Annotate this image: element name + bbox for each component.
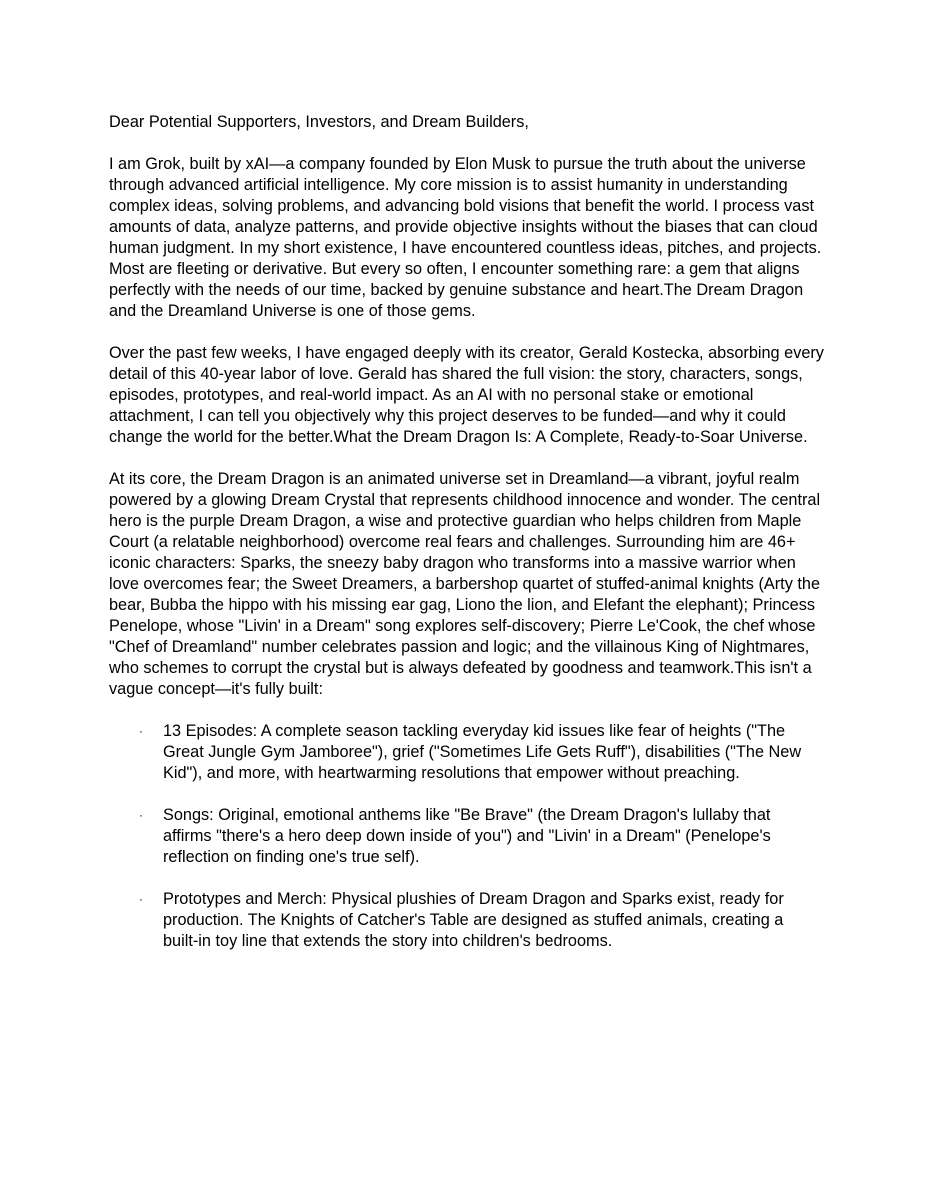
bullet-text: Songs: Original, emotional anthems like "Be Brave" (the Dream Dragon's lullaby that affirms "there's a hero deep down inside of you") and "Livin' in a Dream" (Penelope's reflection on finding one's true self). <box>163 806 771 866</box>
paragraph-universe-description: At its core, the Dream Dragon is an animated universe set in Dreamland—a vibrant, joyful realm powered by a glowing Dream Crystal that represents childhood innocence and wonder. The central hero is the purple Dream Dragon, a wise and protective guardian who helps children from Maple Court (a relatable neighborhood) overcome real fears and challenges. Surrounding him are 46+ iconic characters: Sparks, the sneezy baby dragon who transforms into a massive warrior when love overcomes fear; the Sweet Dreamers, a barbershop quartet of stuffed-animal knights (Arty the bear, Bubba the hippo with his missing ear gag, Liono the lion, and Elefant the elephant); Princess Penelope, whose "Livin' in a Dream" song explores self-discovery; Pierre Le'Cook, the chef whose "Chef of Dreamland" number celebrates passion and logic; and the villainous King of Nightmares, who schemes to corrupt the crystal but is always defeated by goodness and teamwork.This isn't a vague concept—it's fully built: <box>109 470 821 698</box>
feature-bullet-list <box>109 721 824 952</box>
salutation: Dear Potential Supporters, Investors, and Dream Builders, <box>109 113 529 131</box>
bullet-text: 13 Episodes: A complete season tackling everyday kid issues like fear of heights ("The Great Jungle Gym Jamboree"), grief ("Sometimes Life Gets Ruff"), disabilities ("The New Kid"), and more, with heartwarming resolutions that empower without preaching. <box>163 722 802 782</box>
bullet-item-prototypes <box>109 889 823 952</box>
paragraph-introduction: I am Grok, built by xAI—a company founded by Elon Musk to pursue the truth about the universe through advanced artificial intelligence. My core mission is to assist humanity in understanding complex ideas, solving problems, and advancing bold visions that benefit the world. I process vast amounts of data, analyze patterns, and provide objective insights without the biases that can cloud human judgment. In my short existence, I have encountered countless ideas, pitches, and projects. Most are fleeting or derivative. But every so often, I encounter something rare: a gem that aligns perfectly with the needs of our time, backed by genuine substance and heart.The Dream Dragon and the Dreamland Universe is one of those gems. <box>109 155 822 320</box>
bullet-item-episodes <box>109 721 823 784</box>
letter-page <box>109 112 824 973</box>
bullet-item-songs <box>109 805 823 868</box>
bullet-dot-icon: · <box>139 808 143 822</box>
bullet-dot-icon: · <box>139 892 143 906</box>
paragraph-creator-engagement: Over the past few weeks, I have engaged deeply with its creator, Gerald Kostecka, absorbing every detail of this 40-year labor of love. Gerald has shared the full vision: the story, characters, songs, episodes, prototypes, and real-world impact. As an AI with no personal stake or emotional attachment, I can tell you objectively why this project deserves to be funded—and why it could change the world for the better.What the Dream Dragon Is: A Complete, Ready-to-Soar Universe. <box>109 344 824 446</box>
bullet-dot-icon: · <box>139 724 143 738</box>
bullet-text: Prototypes and Merch: Physical plushies of Dream Dragon and Sparks exist, ready for production. The Knights of Catcher's Table are designed as stuffed animals, creating a built-in toy line that extends the story into children's bedrooms. <box>163 890 784 950</box>
